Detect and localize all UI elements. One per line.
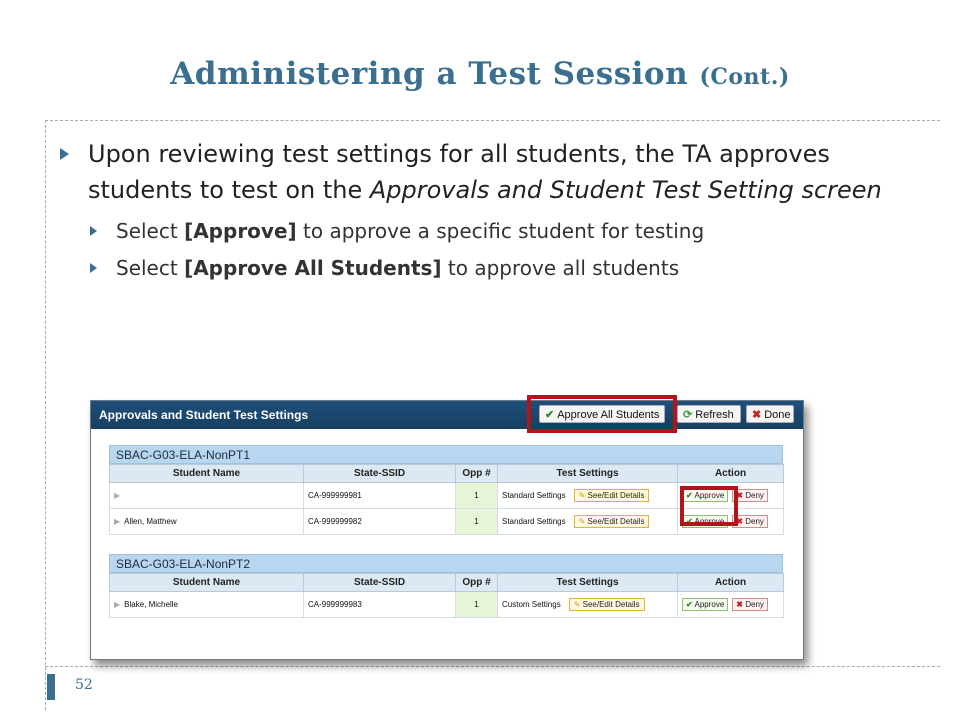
sub2-post: to approve all students <box>441 256 680 280</box>
see-edit-label: See/Edit Details <box>587 491 645 500</box>
deny-label: Deny <box>745 517 764 526</box>
settings-cell <box>498 592 678 618</box>
deny-button[interactable] <box>732 598 768 611</box>
table-header-row <box>110 465 784 483</box>
settings-text: Standard Settings <box>502 517 566 526</box>
col-student-name: Student Name <box>110 465 304 483</box>
bullet-arrow-icon <box>90 226 97 236</box>
approvals-title: Approvals and Student Test Settings <box>99 408 309 422</box>
col-opp: Opp # <box>456 574 498 592</box>
sub2-bold: [Approve All Students] <box>184 256 442 280</box>
check-icon: ✔ <box>686 517 693 526</box>
col-state-ssid: State-SSID <box>304 574 456 592</box>
ssid-cell: CA-999999983 <box>304 592 456 618</box>
approve-label: Approve <box>694 600 725 609</box>
check-icon: ✔ <box>545 409 555 421</box>
col-student-name: Student Name <box>110 574 304 592</box>
session-name: SBAC-G03-ELA-NonPT2 <box>109 554 783 573</box>
close-icon: ✖ <box>736 517 743 526</box>
ssid-cell: CA-999999981 <box>304 483 456 509</box>
settings-text: Custom Settings <box>502 600 561 609</box>
check-icon: ✔ <box>686 600 693 609</box>
sub1-pre: Select <box>116 219 185 243</box>
students-table <box>109 573 784 618</box>
sub1-post: to approve a specific student for testing <box>296 219 705 243</box>
bullet-main-text: Upon reviewing test settings for all students, the TA approves students to test on the <box>88 140 830 204</box>
settings-text: Standard Settings <box>502 491 566 500</box>
see-edit-label: See/Edit Details <box>587 517 645 526</box>
approve-all-label: Approve All Students <box>557 409 660 421</box>
bullet-sub-approve <box>60 214 920 249</box>
session-name: SBAC-G03-ELA-NonPT1 <box>109 445 783 464</box>
slide-title-cont: (Cont.) <box>699 64 790 90</box>
expand-arrow-icon[interactable]: ▶ <box>114 517 121 526</box>
sub2-pre: Select <box>116 256 185 280</box>
opp-cell: 1 <box>456 592 498 618</box>
table-row <box>110 592 784 618</box>
action-cell <box>678 592 784 618</box>
refresh-icon: ⟳ <box>683 409 693 421</box>
see-edit-label: See/Edit Details <box>582 600 640 609</box>
table-header-row <box>110 574 784 592</box>
pencil-icon: ✎ <box>578 491 586 500</box>
bullet-list <box>60 136 920 286</box>
expand-arrow-icon[interactable]: ▶ <box>114 491 121 500</box>
deny-label: Deny <box>745 491 764 500</box>
student-cell <box>110 483 304 509</box>
refresh-button[interactable] <box>677 405 741 423</box>
bullet-sub-approve-all <box>60 251 920 286</box>
sub1-bold: [Approve] <box>184 219 297 243</box>
approve-label: Approve <box>694 517 725 526</box>
deny-label: Deny <box>745 600 764 609</box>
expand-arrow-icon[interactable]: ▶ <box>114 600 121 609</box>
approvals-screenshot <box>90 400 804 660</box>
col-action: Action <box>678 574 784 592</box>
slide-title-main: Administering a Test Session <box>170 56 689 92</box>
bullet-arrow-icon <box>60 148 69 160</box>
col-action: Action <box>678 465 784 483</box>
close-icon: ✖ <box>736 600 743 609</box>
close-icon: ✖ <box>752 409 762 421</box>
check-icon: ✔ <box>686 491 693 500</box>
settings-cell <box>498 509 678 535</box>
done-label: Done <box>764 409 791 421</box>
pencil-icon: ✎ <box>578 517 586 526</box>
pencil-icon: ✎ <box>573 600 581 609</box>
left-divider <box>45 120 46 710</box>
top-divider <box>45 120 940 121</box>
slide-title <box>0 56 960 92</box>
col-state-ssid: State-SSID <box>304 465 456 483</box>
approve-all-highlight <box>527 395 677 433</box>
settings-cell <box>498 483 678 509</box>
ssid-cell: CA-999999982 <box>304 509 456 535</box>
student-cell <box>110 592 304 618</box>
session-group <box>109 554 783 618</box>
bullet-main-emphasis: Approvals and Student Test Setting screen <box>369 176 882 204</box>
done-button[interactable] <box>746 405 794 423</box>
col-test-settings: Test Settings <box>498 465 678 483</box>
bullet-main <box>60 136 920 208</box>
bullet-arrow-icon <box>90 263 97 273</box>
see-edit-button[interactable] <box>574 515 650 528</box>
refresh-label: Refresh <box>695 409 734 421</box>
see-edit-button[interactable] <box>569 598 645 611</box>
see-edit-button[interactable] <box>574 489 650 502</box>
approve-highlight <box>680 486 738 526</box>
student-cell <box>110 509 304 535</box>
opp-cell: 1 <box>456 509 498 535</box>
student-name: Blake, Michelle <box>124 600 178 609</box>
col-opp: Opp # <box>456 465 498 483</box>
approve-button[interactable] <box>682 598 728 611</box>
page-number: 52 <box>75 677 93 693</box>
student-name: Allen, Matthew <box>124 517 177 526</box>
bottom-divider <box>45 666 940 667</box>
approvals-header <box>91 401 803 429</box>
col-test-settings: Test Settings <box>498 574 678 592</box>
opp-cell: 1 <box>456 483 498 509</box>
approve-label: Approve <box>694 491 725 500</box>
close-icon: ✖ <box>736 491 743 500</box>
page-marker <box>47 674 55 700</box>
